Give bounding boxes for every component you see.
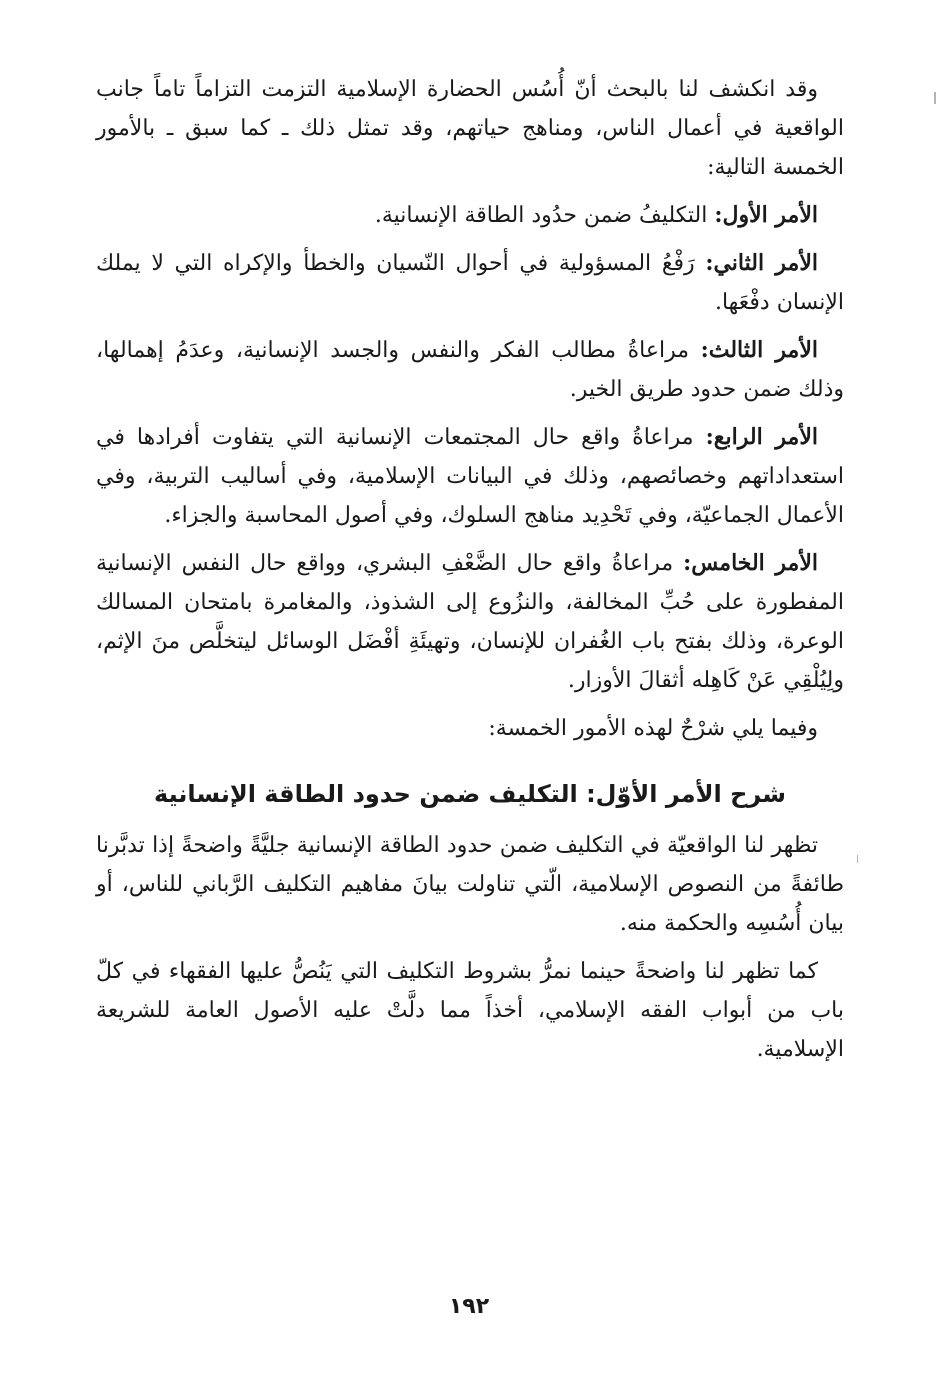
item-4-lead: الأمر الرابع: — [705, 424, 818, 450]
item-1-lead: الأمر الأول: — [714, 202, 818, 228]
item-5-lead: الأمر الخامس: — [683, 550, 818, 576]
page-body — [96, 70, 844, 1078]
section-paragraph-2: كما تظهر لنا واضحةً حينما نمرُّ بشروط التكليف التي يَنُصُّ عليها الفقهاء في كلّ باب من أبواب الفقه الإسلامي، أخذاً مما دلَّتْ عليه الأصول العامة للشريعة الإسلامية. — [96, 959, 844, 1062]
transition-paragraph: وفيما يلي شرْحٌ لهذه الأمور الخمسة: — [488, 716, 818, 741]
item-2-text: رَفْعُ المسؤولية في أحوال النّسيان والخطأ والإكراه التي لا يملك الإنسان دفْعَها. — [96, 251, 844, 315]
section-heading: شرح الأمر الأوّل: التكليف ضمن حدود الطاقة الإنسانية — [154, 780, 786, 808]
scan-edge-mark-top — [934, 92, 936, 104]
item-1-text: التكليفُ ضمن حدُود الطاقة الإنسانية. — [374, 203, 715, 228]
item-3-paragraph — [96, 331, 844, 409]
page-number: ١٩٢ — [448, 1294, 490, 1319]
item-3-text: مراعاةُ مطالب الفكر والنفس والجسد الإنسانية، وعدَمُ إهمالها، وذلك ضمن حدود طريق الخير. — [96, 338, 844, 402]
item-5-text: مراعاةُ واقع حال الضَّعْفِ البشري، وواقع حال النفس الإنسانية المفطورة على حُبِّ المخالفة، والنزُوع إلى الشذوذ، والمغامرة بامتحان المسالك الوعرة، وذلك بفتح باب الغُفران للإنسان، وتهيئَةِ أفْضَل الوسائل ليتخلَّص منَ الإثم، ولِيُلْقِي عَنْ كَاهِله أثقالَ الأوزار. — [96, 551, 844, 693]
item-4-text: مراعاةُ واقع حال المجتمعات الإنسانية التي يتفاوت أفرادها في استعداداتهم وخصائصهم، وذلك في البيانات الإسلامية، وفي أساليب التربية، وفي الأعمال الجماعيّة، وفي تَحْدِيد مناهج السلوك، وفي أصول المحاسبة والجزاء. — [96, 425, 844, 528]
item-5-paragraph — [96, 544, 844, 700]
item-4-paragraph — [96, 418, 844, 535]
item-3-lead: الأمر الثالث: — [700, 337, 818, 363]
item-2-paragraph — [96, 244, 844, 322]
item-1-paragraph — [96, 196, 844, 235]
scan-edge-mark-middle — [857, 855, 858, 863]
item-2-lead: الأمر الثاني: — [705, 250, 818, 276]
section-paragraph-1: تظهر لنا الواقعيّة في التكليف ضمن حدود الطاقة الإنسانية جليَّةً واضحةً إذا تدبَّرنا طائفةً من النصوص الإسلامية، الّتي تناولت بيانَ مفاهيم التكليف الرَّباني للناس، أو بيان أُسُسِه والحكمة منه. — [96, 833, 844, 936]
intro-paragraph: وقد انكشف لنا بالبحث أنّ أُسُس الحضارة الإسلامية التزمت التزاماً تاماً جانب الواقعية في أعمال الناس، ومناهج حياتهم، وقد تمثل ذلك ـ كما سبق ـ بالأمور الخمسة التالية: — [96, 77, 844, 180]
